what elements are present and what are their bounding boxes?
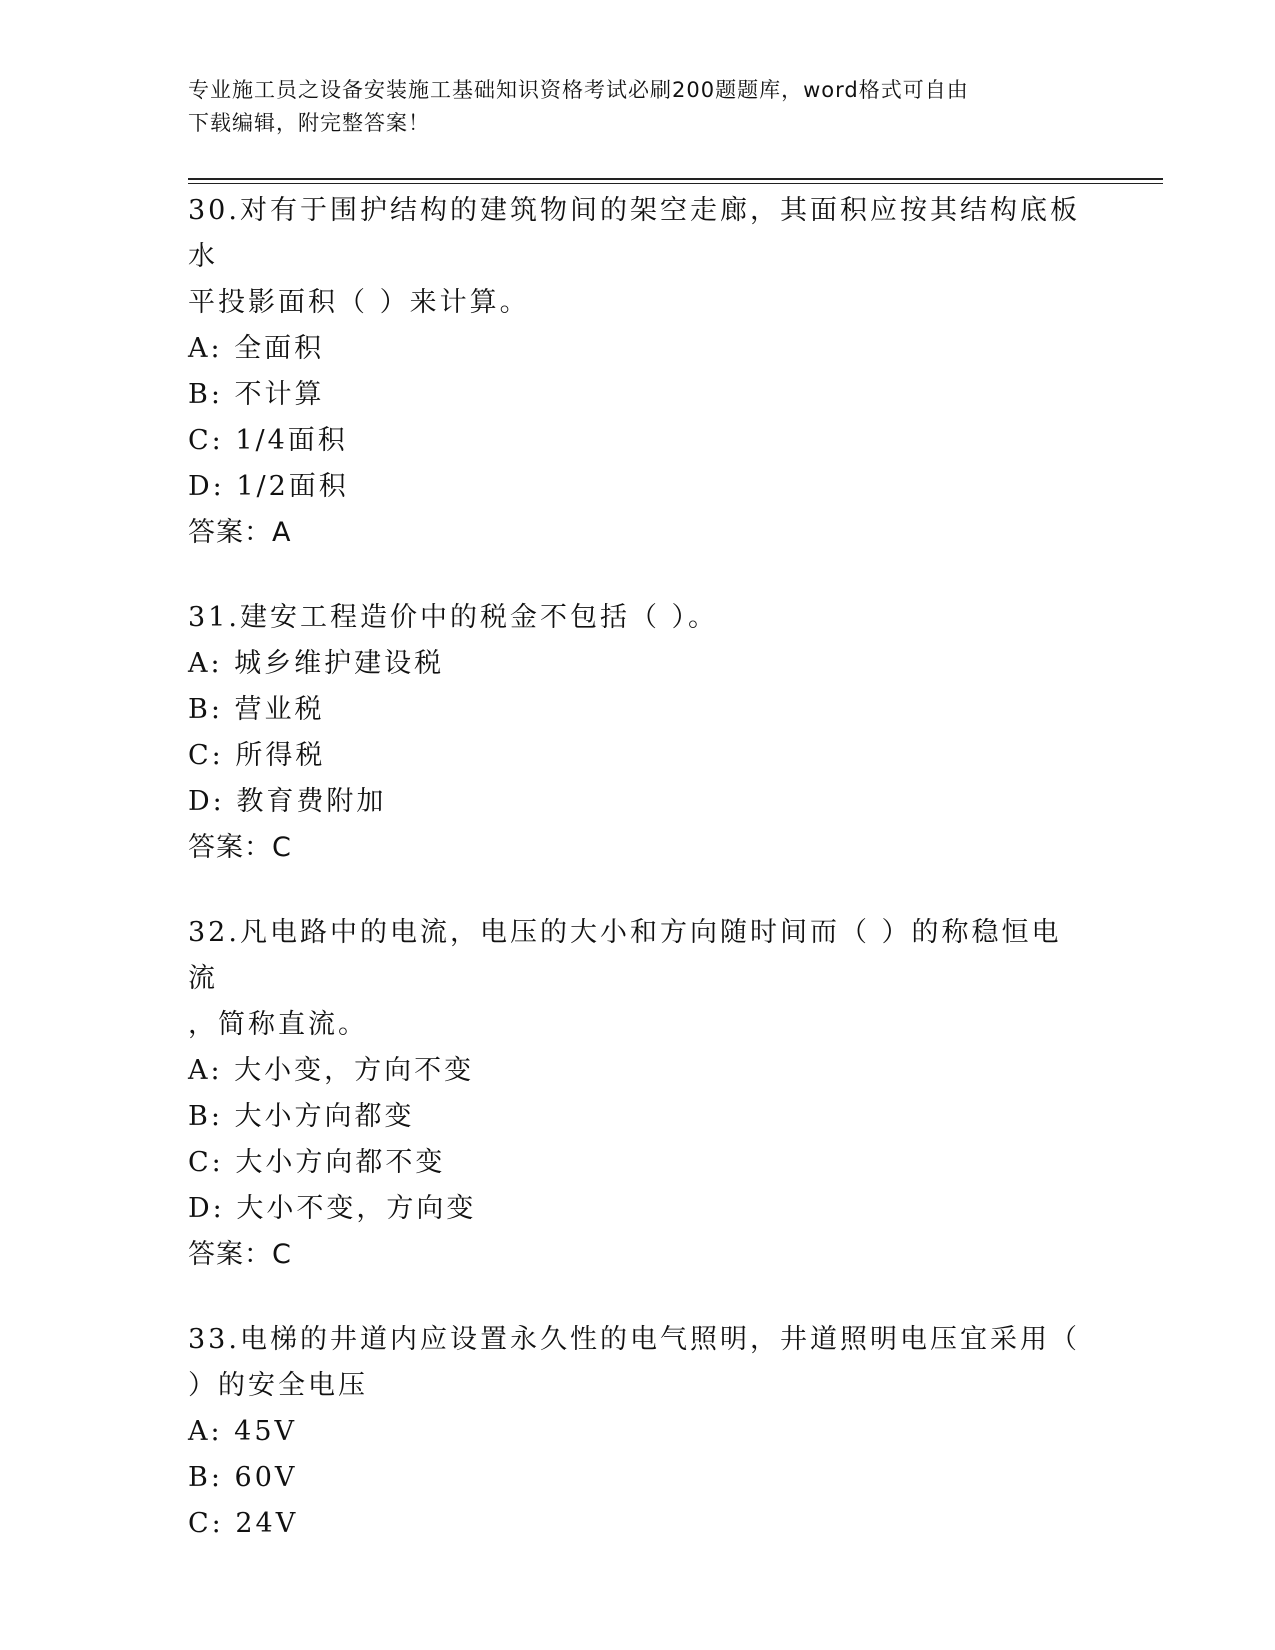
- question-number: 32.: [188, 917, 240, 948]
- answer: 答案：C: [188, 832, 292, 863]
- header-divider-thin: [188, 183, 1163, 184]
- option-b: B: 60V: [188, 1462, 298, 1493]
- question-stem-line-1: 电梯的井道内应设置永久性的电气照明，井道照明电压宜采用（: [239, 1324, 1080, 1355]
- option-c: C: 大小方向都不变: [188, 1147, 446, 1178]
- question-text: [188, 595, 1088, 641]
- question-stem-line-1: 凡电路中的电流，电压的大小和方向随时间而（ ）的称稳恒电流: [188, 917, 1062, 994]
- option-d: D: 1/2面积: [188, 471, 349, 502]
- header-line-2: 下载编辑，附完整答案！: [188, 111, 430, 135]
- question-33: [188, 1317, 1088, 1547]
- question-stem-line-2: ，简称直流。: [188, 1009, 368, 1040]
- question-31: [188, 595, 1088, 871]
- question-number: 31.: [188, 602, 240, 633]
- option-b: B: 大小方向都变: [188, 1101, 415, 1132]
- option-c: C: 所得税: [188, 740, 326, 771]
- question-number: 30.: [188, 195, 240, 226]
- question-stem-line-2: 平投影面积（ ）来计算。: [188, 287, 530, 318]
- question-text: [188, 1317, 1088, 1409]
- option-d: D: 大小不变，方向变: [188, 1193, 477, 1224]
- question-number: 33.: [188, 1324, 240, 1355]
- question-stem-line-1: 建安工程造价中的税金不包括（ ）。: [239, 602, 719, 633]
- question-text: [188, 910, 1088, 1048]
- option-b: B: 不计算: [188, 379, 325, 410]
- option-c: C: 1/4面积: [188, 425, 348, 456]
- question-stem-line-1: 对有于围护结构的建筑物间的架空走廊，其面积应按其结构底板水: [188, 195, 1080, 272]
- document-header: [188, 74, 1068, 140]
- answer: 答案：A: [188, 517, 292, 548]
- option-a: A: 大小变，方向不变: [188, 1055, 475, 1086]
- question-list: [188, 188, 1088, 1586]
- question-32: [188, 910, 1088, 1278]
- option-a: A: 45V: [188, 1416, 298, 1447]
- option-a: A: 城乡维护建设税: [188, 648, 445, 679]
- option-d: D: 教育费附加: [188, 786, 387, 817]
- header-line-1: 专业施工员之设备安装施工基础知识资格考试必刷200题题库，word格式可自由: [188, 78, 969, 102]
- question-30: [188, 188, 1088, 556]
- header-divider-thick: [188, 178, 1163, 180]
- option-a: A: 全面积: [188, 333, 325, 364]
- option-c: C: 24V: [188, 1508, 299, 1539]
- answer: 答案：C: [188, 1239, 292, 1270]
- question-stem-line-2: ）的安全电压: [188, 1370, 368, 1401]
- option-b: B: 营业税: [188, 694, 325, 725]
- question-text: [188, 188, 1088, 326]
